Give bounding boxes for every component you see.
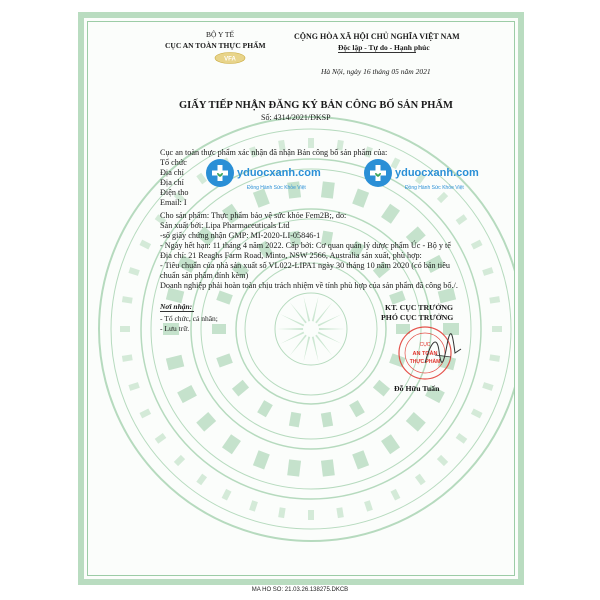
- agency-name: CỤC AN TOÀN THỰC PHẨM: [165, 41, 266, 50]
- watermark-tagline-right: Đồng Hành Sức Khỏe Việt: [404, 185, 464, 191]
- org-label: Tổ chức: [160, 158, 187, 167]
- drum-motif: [196, 412, 216, 432]
- dossier-code: MA HO SO: 21.03.26.138275.DKCB: [251, 587, 349, 593]
- drum-motif: [128, 382, 139, 391]
- stamp-text-bottom: THỰC PHẨM: [409, 359, 441, 365]
- drum-motif: [352, 450, 369, 469]
- drum-motif: [381, 204, 400, 224]
- drum-motif: [321, 412, 333, 428]
- page-frame: [87, 21, 515, 576]
- signature-title-2: PHÓ CỤC TRƯỞNG: [381, 313, 454, 322]
- drum-motif: [390, 489, 400, 501]
- drum-motif: [456, 214, 468, 225]
- vfa-seal-text: VFA: [224, 56, 236, 63]
- drum-motif: [128, 267, 139, 276]
- standard-line-1: - Tiêu chuẩn của nhà sản xuất số VL022-LIPA1 ngày 30 tháng 10 năm 2020 (có bản tiêu: [160, 261, 450, 270]
- drum-motif: [216, 290, 233, 304]
- drum-motif: [349, 400, 365, 417]
- drum-star-ray: [277, 328, 303, 330]
- watermark-cross-icon: [364, 159, 392, 187]
- product-line: [160, 211, 346, 221]
- watermark-tagline-left: Đồng Hành Sức Khỏe Việt: [246, 185, 306, 191]
- drum-star-ray: [319, 328, 345, 330]
- vfa-seal: [214, 51, 246, 63]
- stamp-text-mid: AN TOÀN: [412, 351, 438, 357]
- motto-underline: [338, 52, 416, 53]
- product-tail: ;, do:: [329, 211, 347, 220]
- drum-motif: [122, 354, 133, 361]
- drum-motif: [471, 408, 483, 418]
- drum-motif: [308, 510, 314, 520]
- watermark-brand-right: yduocxanh.com: [395, 167, 479, 179]
- drum-star-ray: [303, 296, 310, 322]
- drum-motif: [336, 507, 343, 518]
- drum-motif: [120, 326, 130, 332]
- drum-motif: [482, 267, 493, 276]
- drum-motif: [492, 326, 502, 332]
- watermark-right: [364, 159, 479, 191]
- intro-text: Cục an toàn thực phẩm xác nhận đã nhận Bản công bố sản phẩm của:: [160, 148, 388, 157]
- watermark-left: [206, 159, 321, 191]
- drum-motif: [289, 412, 301, 428]
- drum-motif: [232, 380, 249, 397]
- drum-motif: [253, 188, 270, 207]
- drum-motif: [278, 507, 285, 518]
- drum-motif: [482, 382, 493, 391]
- gmp-line: -số giấy chứng nhận GMP: MI-2020-LI-05846-1: [160, 231, 321, 240]
- drum-motif: [406, 412, 426, 432]
- drum-motif: [257, 400, 273, 417]
- drum-star-ray: [303, 337, 310, 363]
- drum-star-ray: [312, 337, 319, 363]
- drum-motif: [352, 188, 369, 207]
- drum-motif: [174, 455, 185, 466]
- recipient-1: - Tổ chức, cá nhân;: [160, 314, 218, 323]
- drum-star-ray: [312, 296, 319, 322]
- drum-motif: [437, 455, 448, 466]
- watermark-cross-icon: [206, 159, 234, 187]
- email-label: Email: I: [160, 198, 187, 207]
- drum-motif: [139, 408, 151, 418]
- signature-title-1: KT. CỤC TRƯỞNG: [385, 303, 454, 312]
- phone-label: Điện tho: [160, 188, 189, 197]
- standard-line-2: chuẩn sản phẩm đính kèm): [160, 271, 249, 280]
- drum-motif: [456, 433, 468, 444]
- signer-name: Đỗ Hữu Tuấn: [394, 384, 440, 393]
- drum-motif: [437, 192, 448, 203]
- drum-motif: [249, 500, 258, 511]
- drum-motif: [216, 353, 233, 367]
- issue-date: Hà Nội, ngày 16 tháng 05 năm 2021: [321, 67, 431, 76]
- recipients-heading: Nơi nhận:: [160, 302, 193, 311]
- handwritten-signature: [421, 331, 465, 371]
- drum-motif: [166, 355, 184, 370]
- drum-motif: [308, 138, 314, 148]
- national-motto: Độc lập - Tự do - Hạnh phúc: [338, 43, 430, 52]
- drum-motif: [415, 474, 426, 486]
- drum-motif: [364, 500, 373, 511]
- product-name: Cho sản phẩm: Thực phẩm bảo vệ sức khỏe Fem2B: [160, 211, 330, 220]
- drum-motif: [196, 474, 207, 486]
- recipients-underline: [160, 311, 194, 312]
- drum-motif: [212, 324, 226, 334]
- drum-motif: [155, 433, 167, 444]
- drum-motif: [321, 181, 335, 198]
- drum-motif: [177, 385, 197, 403]
- drum-motif: [381, 434, 400, 454]
- drum-motif: [253, 450, 270, 469]
- drum-motif: [489, 296, 500, 303]
- document-page: [78, 12, 524, 585]
- producer-line: Sản xuất bởi: Lipa Pharmaceuticals Ltd: [160, 221, 290, 230]
- drum-motif: [139, 240, 151, 250]
- drum-motif: [321, 459, 335, 476]
- recipient-2: - Lưu trữ.: [160, 324, 190, 333]
- drum-motif: [489, 354, 500, 361]
- drum-motif: [122, 296, 133, 303]
- address-label: Địa chỉ: [160, 168, 184, 177]
- stamp-text-top: CỤC: [419, 342, 431, 348]
- drum-motif: [222, 489, 232, 501]
- ministry-name: BỘ Y TẾ: [206, 30, 235, 39]
- country-name: CỘNG HÒA XÃ HỘI CHỦ NGHĨA VIỆT NAM: [294, 32, 460, 41]
- manufacturer-address: Địa chỉ: 21 Reaghs Farm Road, Minto, NSW 2566, Australia sản xuất, phù hợp:: [160, 251, 422, 260]
- document-title: GIẤY TIẾP NHẬN ĐĂNG KÝ BẢN CÔNG BỐ SẢN PHẨM: [179, 100, 453, 111]
- watermark-brand-left: yduocxanh.com: [237, 167, 321, 179]
- expiry-line: - Ngày hết hạn: 11 tháng 4 năm 2022. Cấp bởi: Cơ quan quản lý dược phẩm Úc - Bộ y tế: [160, 241, 451, 250]
- drum-motif: [471, 240, 483, 250]
- drum-motif: [222, 434, 241, 454]
- drum-motif: [373, 380, 390, 397]
- document-number: Số: 4314/2021/DKSP: [261, 113, 331, 122]
- responsibility-line: Doanh nghiệp phải hoàn toàn chịu trách nhiệm về tính phù hợp của sản phẩm đã công bố./.: [160, 281, 458, 290]
- address-label-2: Địa chỉ: [160, 178, 184, 187]
- drum-motif: [287, 459, 301, 476]
